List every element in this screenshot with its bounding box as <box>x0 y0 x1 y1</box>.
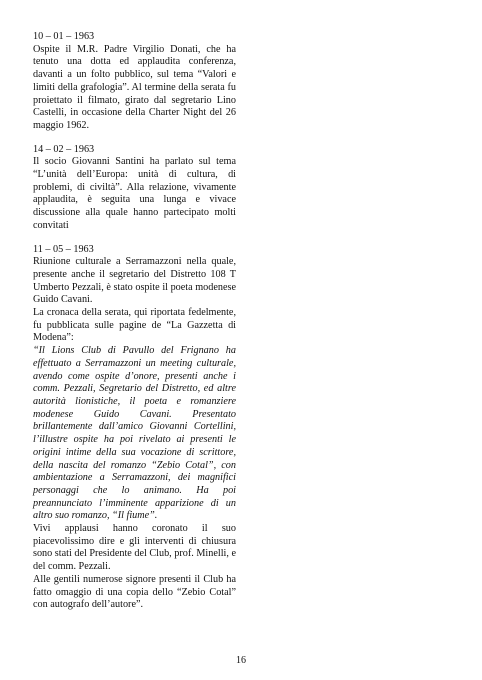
entry-1963-05-11 <box>33 244 236 612</box>
entry-paragraph: Riunione culturale a Serramazzoni nella quale, presente anche il segretario del Distretto 108 T Umberto Pezzali, è stato ospite il poeta modenese Guido Cavani. <box>33 256 236 306</box>
page-number: 16 <box>236 655 246 666</box>
entry-paragraph: La cronaca della serata, qui riportata fedelmente, fu pubblicata sulle pagine de “La Gazzetta di Modena”: <box>33 307 236 344</box>
entry-1963-01-10 <box>33 31 236 133</box>
entry-date: 11 – 05 – 1963 <box>33 243 94 255</box>
entry-paragraph: Il socio Giovanni Santini ha parlato sul tema “L’unità dell’Europa: unità di cultura, di problemi, di civiltà”. Alla relazione, vivamente applaudita, è seguita una lunga e vivace discussione alla quale hanno partecipato molti convitati <box>33 156 236 231</box>
entry-paragraph: Ospite il M.R. Padre Virgilio Donati, che ha tenuto una dotta ed applaudita conferenza, davanti a un folto pubblico, sul tema “Valori e limiti della grafologia”. Al termine della serata fu proiettato il filmato, girato dal segretario Lino Castelli, in occasione della Charter Night del 26 maggio 1962. <box>33 43 236 131</box>
entry-date: 10 – 01 – 1963 <box>33 31 95 42</box>
entry-date: 14 – 02 – 1963 <box>33 143 95 155</box>
entry-paragraph: Vivi applausi hanno coronato il suo piacevolissimo dire e gli interventi di chiusura sono stati del Presidente del Club, prof. Minelli, e del comm. Pezzali. <box>33 523 236 573</box>
newspaper-quote: “Il Lions Club di Pavullo del Frignano ha effettuato a Serramazzoni un meeting culturale, avendo come ospite d’onore, presenti anche i comm. Pezzali, Segretario del Distretto, ed altre autorità lionistiche, il poeta e romanziere modenese Guido Cavani. Presentato brillantemente dall’amico Giovanni Cortellini, l’illustre ospite ha poi rivelato ai presenti le origini intime della sua vocazione di scrittore, della nascita del romanzo “Zebio Cotal”, con ambientazione a Serramazzoni, dei magnifici personaggi che lo animano. Ha poi preannunciato l’imminente apparizione di un altro suo romanzo, “Il fiume”. <box>33 345 236 522</box>
entry-1963-02-14 <box>33 144 236 233</box>
text-column <box>33 31 236 623</box>
entry-paragraph: Alle gentili numerose signore presenti il Club ha fatto omaggio di una copia dello “Zebio Cotal” con autografo dell’autore”. <box>33 573 236 611</box>
